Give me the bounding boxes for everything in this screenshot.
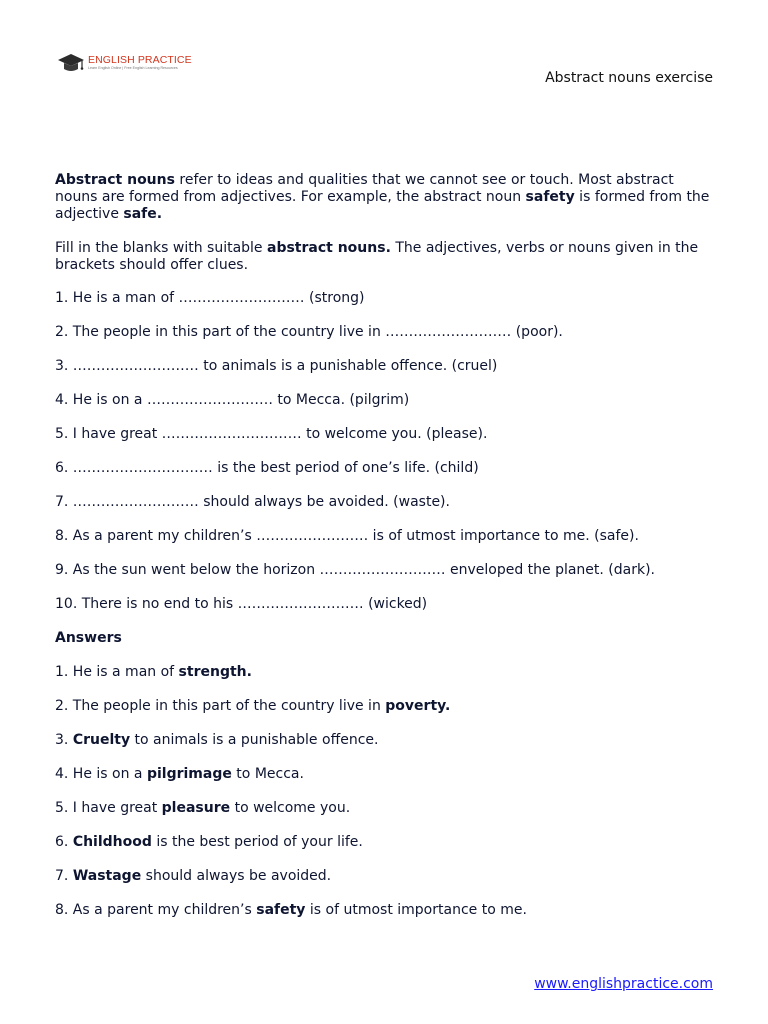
question-item: 8. As a parent my children’s …………………… is of utmost importance to me. (safe). (55, 528, 639, 544)
answer-word: pilgrimage (146, 766, 232, 782)
answer-item (55, 800, 715, 817)
answer-word: pleasure (161, 800, 231, 816)
answer-text: 2. The people in this part of the country live in (55, 698, 386, 714)
question-item: 9. As the sun went below the horizon ……………………… enveloped the planet. (dark). (55, 562, 656, 578)
page-title: Abstract nouns exercise (545, 70, 713, 86)
answer-item (55, 902, 715, 919)
intro-term: Abstract nouns (55, 172, 175, 188)
answer-text: 6. (55, 834, 73, 850)
answer-text: 1. He is a man of (55, 664, 179, 680)
answer-text: 4. He is on a (55, 766, 147, 782)
answer-text: should always be avoided. (141, 868, 332, 884)
answer-item (55, 664, 715, 681)
intro-text-2: is formed from the adjective (55, 189, 710, 222)
logo-tagline: Learn English Online | Free English Learning Resources (88, 66, 178, 71)
answer-word: safety (256, 902, 306, 918)
answer-word: Cruelty (72, 732, 131, 748)
question-item: 3. ……………………… to animals is a punishable offence. (cruel) (55, 358, 498, 374)
logo-name: ENGLISH PRACTICE (88, 53, 192, 66)
answers-heading: Answers (55, 630, 122, 646)
answer-item (55, 868, 715, 885)
answer-word: strength. (178, 664, 252, 680)
answer-text: 8. As a parent my children’s (55, 902, 257, 918)
question-item: 1. He is a man of ……………………… (strong) (55, 290, 365, 306)
answer-text: 7. (55, 868, 73, 884)
instructions-text-2: The adjectives, verbs or nouns given in the brackets should offer clues. (55, 240, 699, 273)
intro-paragraph (55, 172, 715, 223)
intro-text-1: refer to ideas and qualities that we cannot see or touch. Most abstract nouns are formed from adjectives. For example, the abstract noun (55, 172, 674, 205)
footer-website-link[interactable]: www.englishpractice.com (534, 976, 713, 992)
answer-item (55, 766, 715, 783)
answer-text: to animals is a punishable offence. (130, 732, 379, 748)
answer-text: is the best period of your life. (151, 834, 363, 850)
intro-example-adj: safe. (123, 206, 163, 222)
instructions-paragraph (55, 240, 715, 274)
document-body (55, 172, 715, 936)
answer-text: is of utmost importance to me. (305, 902, 527, 918)
instructions-term: abstract nouns. (267, 240, 391, 256)
answer-text: 5. I have great (55, 800, 162, 816)
question-item: 4. He is on a ……………………… to Mecca. (pilgrim) (55, 392, 410, 408)
answer-item (55, 834, 715, 851)
question-item: 7. ……………………… should always be avoided. (waste). (55, 494, 450, 510)
graduation-cap-icon (56, 52, 86, 74)
answer-text: to welcome you. (230, 800, 351, 816)
intro-example-noun: safety (525, 189, 575, 205)
answer-word: Childhood (72, 834, 152, 850)
answer-word: Wastage (72, 868, 142, 884)
answer-text: to Mecca. (231, 766, 304, 782)
answer-item (55, 732, 715, 749)
question-item: 6. ………………………… is the best period of one’s life. (child) (55, 460, 479, 476)
answer-item (55, 698, 715, 715)
instructions-text-1: Fill in the blanks with suitable (55, 240, 267, 256)
question-item: 2. The people in this part of the country live in ……………………… (poor). (55, 324, 563, 340)
question-item: 5. I have great ………………………… to welcome you. (please). (55, 426, 488, 442)
answer-text: 3. (55, 732, 73, 748)
question-item: 10. There is no end to his ……………………… (wicked) (55, 596, 428, 612)
answer-word: poverty. (385, 698, 451, 714)
logo (56, 52, 192, 74)
